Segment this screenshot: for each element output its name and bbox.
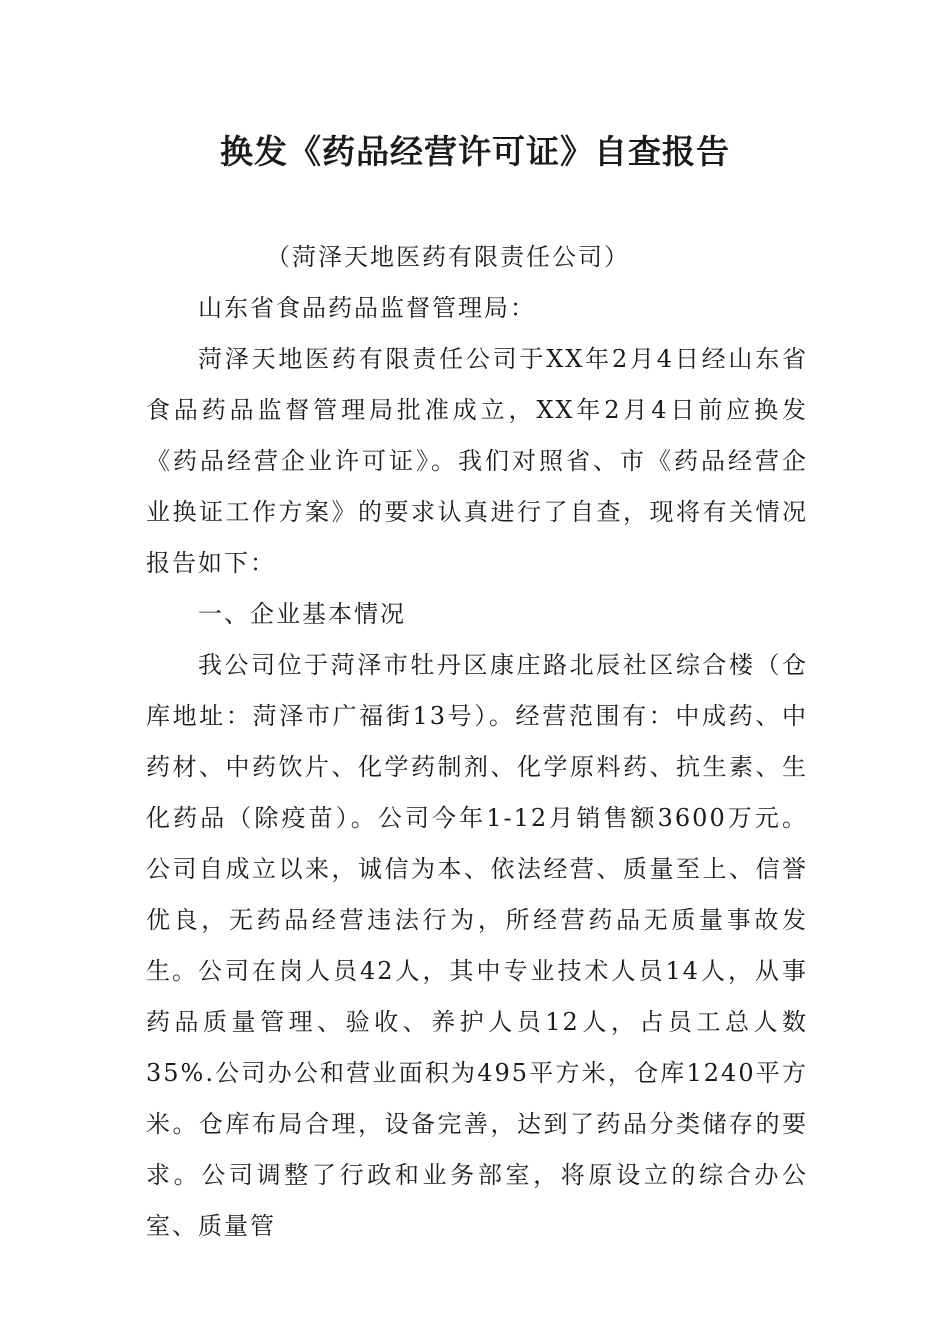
paragraph-staff-info: 公司在岗人员42人，其中专业技术人员14人，从事药品质量管理、验收、养护人员12人，占员工总人数35%.公司办公和营业面积为495平方米，仓库1240平方米。仓库布局合理，设备完善，达到了药品分类储存的要求。公司调整了行政和业务部室，将原设立的综合办公室、质量管 <box>146 957 808 1240</box>
salutation: 山东省食品药品监督管理局： <box>198 294 536 322</box>
paragraph-intro: 菏泽天地医药有限责任公司于XX年2月4日经山东省食品药品监督管理局批准成立，XX年2月4日前应换发《药品经营企业许可证》。我们对照省、市《药品经营企业换证工作方案》的要求认真进行了自查，现将有关情况报告如下： <box>146 345 808 577</box>
company-subtitle: （菏泽天地医药有限责任公司） <box>266 243 630 271</box>
section-heading: 一、企业基本情况 <box>198 600 406 628</box>
paragraph-basic-info: 我公司位于菏泽市牡丹区康庄路北辰社区综合楼（仓库地址：菏泽市广福街13号）。经营范围有：中成药、中药材、中药饮片、化学药制剂、化学原料药、抗生素、生化药品（除疫苗）。公司今年1-12月销售额3600万元。公司自成立以来，诚信为本、依法经营、质量至上、信誉优良，无药品经营违法行为，所经营药品无质量事故发生。 <box>146 651 808 985</box>
document-title: 换发《药品经营许可证》自查报告 <box>220 132 730 171</box>
